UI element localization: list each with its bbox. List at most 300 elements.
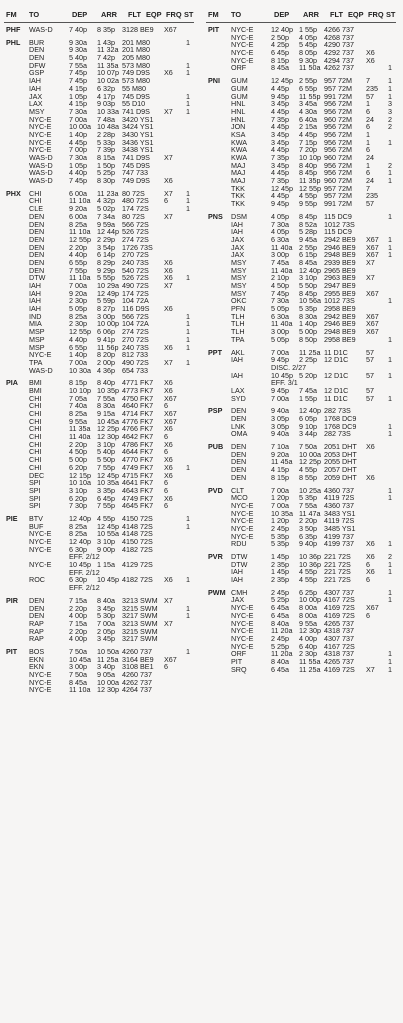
arrival-time: 4 55p — [97, 513, 115, 523]
flight-and-equipment: 957 72M — [324, 183, 352, 193]
frequency: 57 — [366, 91, 374, 101]
flight-and-equipment: 4119 72S — [324, 493, 355, 503]
destination: CHI — [29, 462, 42, 472]
frequency: X67 — [366, 288, 379, 298]
flight-and-equipment: 282 73S — [324, 406, 351, 416]
arrival-time: 9 55a — [299, 618, 317, 628]
destination: RDU — [231, 539, 247, 549]
arrival-time: 2 28p — [97, 129, 115, 139]
flight-and-equipment: 745 D9S — [122, 160, 150, 170]
table-row — [206, 372, 396, 380]
flight-and-equipment: 12 D1C — [324, 385, 349, 395]
flight-and-equipment: 3215 SWM — [122, 603, 158, 613]
departure-time: 3 45p — [271, 129, 289, 139]
table-row — [206, 576, 396, 584]
frequency: X6 — [366, 567, 375, 577]
departure-time: 10 30a — [69, 365, 91, 375]
destination: TPA — [231, 334, 245, 344]
table-row — [206, 336, 396, 344]
arrival-time: 9 05a — [97, 670, 115, 679]
departure-time: 8 15p — [271, 472, 289, 482]
departure-time: 11 40a — [271, 265, 293, 275]
frequency: X6 — [164, 265, 173, 275]
departure-time: 7 30a — [69, 106, 87, 116]
stops: 1 — [186, 603, 190, 613]
flight-and-equipment: 221 72S — [324, 575, 351, 585]
destination: KSA — [231, 129, 246, 139]
departure-time: 9 40a — [271, 429, 289, 439]
flight-and-equipment: 11 D1C — [324, 347, 348, 357]
frequency: X6 — [366, 442, 375, 452]
flight-and-equipment: 3215 SWM — [122, 626, 158, 636]
flight-and-equipment: 991 72M — [324, 91, 352, 101]
flight-and-equipment: 4264 737 — [122, 685, 152, 695]
departure-time: 9 20a — [69, 288, 87, 298]
stops: 1 — [388, 393, 392, 403]
flight-and-equipment: 3128 BE9 — [122, 25, 154, 34]
flight-and-equipment: 4265 737 — [324, 618, 354, 628]
flight-and-equipment: 115 DC9 — [324, 227, 352, 237]
arrival-time: 6 25p — [299, 587, 317, 597]
destination: NYC-E — [231, 32, 254, 42]
destination: LAX — [29, 99, 43, 109]
frequency: X6 — [164, 424, 173, 434]
departure-time: 7 30a — [271, 296, 289, 306]
arrival-time: 11 35a — [97, 60, 119, 70]
destination: ROC — [29, 575, 45, 585]
arrival-time: 7 34a — [97, 211, 115, 221]
destination: NYC-E — [29, 685, 52, 695]
origin-code: PIE — [6, 513, 18, 523]
departure-time: 3 45p — [271, 137, 289, 147]
stops: 1 — [186, 196, 190, 206]
schedule-rows-left — [4, 26, 194, 694]
frequency: 6 — [366, 168, 370, 178]
flight-and-equipment: 956 72M — [324, 168, 352, 178]
frequency: X6 — [164, 439, 173, 449]
destination: NYC-E — [231, 516, 254, 526]
destination: JAX — [231, 595, 245, 605]
destination: KWA — [231, 145, 248, 155]
stops: 1 — [186, 357, 190, 367]
frequency: X7 — [366, 257, 375, 267]
destination: MAJ — [231, 168, 246, 178]
origin-code: PIA — [6, 378, 18, 388]
flight-and-equipment: 2948 BE9 — [324, 250, 356, 260]
arrival-time: 5 35p — [299, 493, 317, 503]
destination: DEN — [231, 414, 247, 423]
stops: 1 — [186, 513, 190, 523]
flight-and-equipment: 55 M80 — [122, 83, 146, 93]
arrival-time: 7 55p — [97, 501, 115, 511]
destination: CHI — [29, 455, 42, 465]
flight-and-equipment: 4771 FK7 — [122, 378, 154, 388]
origin-code: PUB — [208, 442, 224, 452]
flight-and-equipment: 2948 BE9 — [324, 327, 356, 337]
arrival-time: 10 00a — [97, 677, 119, 687]
flight-and-equipment: 4265 737 — [324, 656, 354, 666]
departure-time: 7 00a — [271, 485, 289, 495]
destination: CMH — [231, 587, 248, 597]
flight-and-equipment: 4640 FK7 — [122, 401, 154, 411]
destination: NYC-E — [29, 544, 52, 554]
departure-time: 7 40p — [69, 25, 87, 34]
departure-time: 7 40a — [69, 401, 87, 411]
arrival-time: 11 25a — [299, 347, 321, 357]
departure-time: 10 45p — [69, 560, 91, 570]
flight-and-equipment: 4129 72S — [122, 560, 153, 570]
stops: 1 — [388, 539, 392, 549]
departure-time: 12 40p — [69, 537, 91, 546]
flight-and-equipment: 566 72S — [122, 219, 149, 229]
flight-and-equipment: 4268 737 — [324, 32, 354, 42]
flight-and-equipment: 1768 DC9 — [324, 414, 357, 423]
destination: DTW — [231, 552, 248, 561]
arrival-time: 5 20p — [299, 370, 317, 380]
frequency: 57 — [366, 199, 374, 209]
destination: IAH — [29, 296, 41, 306]
frequency: 6 — [164, 485, 168, 495]
frequency: X6 — [366, 552, 375, 561]
frequency: 57 — [366, 393, 374, 403]
departure-time: 5 40p — [69, 53, 87, 63]
departure-time: 4 40p — [69, 168, 87, 178]
stops: 1 — [186, 646, 190, 656]
destination: MSY — [231, 281, 247, 290]
departure-time: 1 40p — [69, 350, 87, 360]
arrival-time: 7 20p — [299, 145, 317, 155]
arrival-time: 12 25p — [97, 424, 119, 434]
flight-and-equipment: 4199 737 — [324, 531, 354, 541]
departure-time: 2 50p — [271, 32, 289, 42]
destination: CHI — [29, 424, 42, 434]
arrival-time: 8 15a — [97, 153, 115, 162]
arrival-time: 11 23a — [97, 188, 119, 198]
flight-and-equipment: 3217 SWM — [122, 634, 158, 644]
table-row — [206, 474, 396, 482]
destination: RAP — [29, 626, 44, 636]
arrival-time: 9 15a — [97, 409, 115, 418]
departure-time: 2 20p — [69, 242, 87, 252]
frequency: 1 — [366, 129, 370, 139]
flight-and-equipment: 240 73S — [122, 257, 149, 267]
arrival-time: 2 00p — [97, 357, 115, 367]
flight-and-equipment: 4642 FK7 — [122, 432, 154, 442]
flight-and-equipment: 4776 FK7 — [122, 416, 154, 426]
arrival-time: 5 02p — [97, 204, 115, 214]
arrival-time: 3 45p — [97, 634, 115, 644]
origin-code: PSP — [208, 406, 223, 416]
arrival-time: 10 10p — [299, 153, 321, 162]
departure-time: 5 25p — [271, 641, 289, 651]
frequency: 6 — [366, 559, 370, 569]
departure-time: 7 35p — [271, 176, 289, 186]
departure-time: 7 00a — [271, 347, 289, 357]
departure-time: 7 15a — [69, 595, 87, 605]
departure-time: 10 45a — [69, 654, 91, 664]
destination: DEN — [29, 603, 45, 613]
arrival-time: 7 42p — [97, 53, 115, 63]
stops: 1 — [388, 649, 392, 659]
departure-time: 3 00p — [69, 662, 87, 672]
departure-time: 11 10a — [69, 685, 91, 695]
header-arr: ARR — [303, 10, 320, 19]
origin-code: PIR — [6, 595, 18, 605]
destination: CHI — [29, 447, 42, 457]
destination: NYC-E — [29, 670, 52, 679]
flight-and-equipment: 2059 DHT — [324, 472, 357, 482]
destination: RAP — [29, 618, 44, 628]
arrival-time: 6 40a — [299, 114, 317, 124]
frequency: X6 — [164, 385, 173, 395]
stops: 1 — [186, 68, 190, 78]
departure-time: 9 20a — [271, 449, 289, 459]
table-row — [4, 177, 194, 185]
frequency: 24 — [366, 114, 374, 124]
frequency: X6 — [366, 472, 375, 482]
departure-time: 4 45p — [271, 145, 289, 155]
destination: SPI — [29, 485, 41, 495]
arrival-time: 8 29p — [97, 257, 115, 267]
departure-time: 7 45p — [69, 76, 87, 86]
table-row — [4, 686, 194, 694]
destination: CHI — [29, 432, 42, 442]
destination: OMA — [231, 429, 248, 439]
stops: 1 — [388, 211, 392, 221]
arrival-time: 10 07p — [97, 68, 119, 78]
departure-time: 11 10a — [69, 196, 91, 206]
destination: NYC-E — [29, 560, 52, 570]
flight-and-equipment: 3438 YS1 — [122, 145, 154, 155]
destination: DEN — [231, 457, 247, 467]
destination: IAH — [231, 575, 243, 585]
flight-and-equipment: 956 72M — [324, 145, 352, 155]
arrival-time: 8 40a — [97, 595, 115, 605]
stops: 1 — [186, 106, 190, 116]
flight-and-equipment: 4150 72S — [122, 537, 153, 546]
frequency: X67 — [366, 327, 379, 337]
departure-time: 6 20p — [69, 493, 87, 503]
arrival-time: 12 45p — [97, 470, 119, 480]
arrival-time: 10 33a — [97, 106, 119, 116]
arrival-time: 10 02a — [97, 76, 119, 86]
arrival-time: 2 15a — [299, 122, 317, 132]
destination: NYC-E — [231, 40, 254, 50]
departure-time: 10 00a — [69, 122, 91, 132]
departure-time: 5 00p — [69, 455, 87, 465]
frequency: X67 — [164, 393, 177, 403]
frequency: X7 — [164, 595, 173, 605]
destination: IAH — [29, 288, 41, 298]
departure-time: 7 10a — [271, 442, 289, 452]
destination: EKN — [29, 654, 44, 664]
departure-time: 4 00p — [69, 611, 87, 621]
destination: TLH — [231, 327, 245, 337]
flight-and-equipment: 4148 72S — [122, 529, 153, 539]
stops: 1 — [388, 656, 392, 666]
frequency: X6 — [164, 257, 173, 267]
frequency: 235 — [366, 83, 378, 93]
flight-and-equipment: 4119 72S — [324, 516, 355, 526]
stops: 1 — [186, 342, 190, 352]
departure-time: 7 35p — [271, 153, 289, 162]
stops: 1 — [388, 91, 392, 101]
arrival-time: 1 15a — [97, 560, 115, 570]
arrival-time: 12 45p — [97, 521, 119, 531]
destination: CHI — [29, 439, 42, 449]
departure-time: 4 25p — [271, 40, 289, 50]
destination: IAH — [231, 355, 243, 365]
arrival-time: 10 45p — [97, 575, 119, 585]
arrival-time: 5 25p — [97, 168, 115, 178]
departure-time: 4 45p — [271, 83, 289, 93]
arrival-time: 12 30p — [97, 685, 119, 695]
departure-time: 1 40p — [69, 129, 87, 139]
departure-time: 5 05p — [271, 334, 289, 344]
departure-time: 4 45p — [271, 122, 289, 132]
departure-time: 7 35p — [271, 114, 289, 124]
departure-time: 11 20a — [271, 649, 293, 659]
destination: IAH — [29, 281, 41, 290]
flight-and-equipment: 3217 SWM — [122, 611, 158, 621]
departure-time: 4 45p — [271, 168, 289, 178]
frequency: X67 — [366, 250, 379, 260]
arrival-time: 11 56p — [97, 342, 119, 352]
destination: IAH — [231, 567, 243, 577]
column-header — [4, 11, 194, 22]
frequency: X6 — [164, 378, 173, 388]
frequency: 6 — [164, 501, 168, 511]
frequency: X6 — [164, 273, 173, 283]
arrival-time: 8 40p — [299, 160, 317, 170]
departure-time: 11 40a — [271, 319, 293, 329]
flight-and-equipment: 2958 BE9 — [324, 334, 356, 344]
frequency: 235 — [366, 191, 378, 201]
flight-and-equipment: 526 72S — [122, 273, 149, 283]
departure-time: 9 40a — [271, 406, 289, 416]
frequency: 57 — [366, 385, 374, 395]
flight-and-equipment: 12 D1C — [324, 370, 349, 380]
flight-and-equipment: 4766 FK7 — [122, 424, 154, 434]
arrival-time: 7 00a — [97, 618, 115, 628]
destination: DEN — [231, 472, 247, 482]
departure-time: 12 55p — [69, 234, 91, 244]
flight-and-equipment: 1768 DC9 — [324, 421, 357, 431]
stops: 1 — [388, 587, 392, 597]
arrival-time: 5 33p — [97, 137, 115, 147]
arrival-time: 12 30p — [299, 626, 321, 636]
arrival-time: 11 25a — [97, 654, 119, 664]
flight-and-equipment: 490 72S — [122, 357, 149, 367]
stops: 1 — [388, 137, 392, 147]
arrival-time: 1 50p — [97, 160, 115, 170]
frequency: X67 — [164, 654, 177, 664]
flight-and-equipment: 4167 72S — [324, 595, 355, 605]
frequency: X7 — [164, 106, 173, 116]
stops: 1 — [186, 611, 190, 621]
flight-and-equipment: 4786 FK7 — [122, 439, 154, 449]
arrival-time: 4 00p — [299, 633, 317, 643]
stops: 1 — [388, 250, 392, 260]
arrival-time: 4 55p — [299, 465, 317, 475]
departure-time: 2 20p — [69, 626, 87, 636]
frequency: X67 — [164, 409, 177, 418]
arrival-time: 4 36p — [97, 365, 115, 375]
stops: 1 — [186, 60, 190, 70]
stops: 1 — [186, 91, 190, 101]
frequency: X6 — [366, 55, 375, 65]
departure-time: 11 20a — [271, 626, 293, 636]
flight-and-equipment: 957 72M — [324, 83, 352, 93]
flight-and-equipment: 2946 BE9 — [324, 242, 356, 252]
departure-time: 4 05p — [271, 211, 289, 221]
flight-and-equipment: 2965 BE9 — [324, 265, 356, 275]
arrival-time: 7 48a — [97, 114, 115, 124]
departure-time: 7 00a — [271, 393, 289, 403]
flight-and-equipment: 4182 72S — [122, 575, 153, 585]
destination: JAX — [29, 91, 43, 101]
arrival-time: 5 40p — [97, 447, 115, 457]
arrival-time: 4 55p — [299, 191, 317, 201]
departure-time: 9 20a — [69, 204, 87, 214]
frequency: 6 — [164, 447, 168, 457]
arrival-time: 3 40p — [97, 662, 115, 672]
arrival-time: 8 52a — [299, 219, 317, 229]
stops: 1 — [388, 234, 392, 244]
flight-and-equipment: 956 72M — [324, 160, 352, 170]
arrival-time: 5 50p — [97, 455, 115, 465]
arrival-time: 5 50p — [299, 281, 317, 290]
arrival-time: 8 50p — [299, 334, 317, 344]
flight-and-equipment: 960 72M — [324, 153, 352, 162]
destination: TKK — [231, 199, 245, 209]
destination: LNK — [231, 421, 245, 431]
stops: 3 — [388, 99, 392, 109]
destination: DEC — [29, 470, 45, 480]
stops: 2 — [388, 122, 392, 132]
flight-and-equipment: 2051 DHT — [324, 442, 357, 452]
header-frq: FRQ — [166, 10, 182, 19]
flight-and-equipment: 2963 BE9 — [324, 273, 356, 283]
frequency: X67 — [366, 311, 379, 321]
frequency: X6 — [164, 575, 173, 585]
flight-and-equipment: 4307 737 — [324, 633, 354, 643]
header-arr: ARR — [101, 10, 118, 19]
arrival-time: 11 55p — [299, 91, 321, 101]
flight-and-equipment: 573 M80 — [122, 76, 150, 86]
departure-time: 8 25a — [69, 521, 87, 531]
arrival-time: 6 06p — [97, 327, 115, 337]
flight-and-equipment: 4199 737 — [324, 539, 354, 549]
destination: CHI — [29, 196, 42, 206]
flight-and-equipment: 3436 YS1 — [122, 137, 154, 147]
departure-time: 12 40p — [69, 513, 91, 523]
destination: PIT — [231, 656, 243, 666]
arrival-time: 5 45p — [299, 40, 317, 50]
departure-time: 5 35p — [271, 531, 289, 541]
departure-time: 4 40p — [69, 250, 87, 260]
origin-code: PVR — [208, 552, 223, 561]
stops: 1 — [388, 76, 392, 86]
destination: MAJ — [231, 160, 246, 170]
destination: MSP — [29, 342, 45, 352]
destination: NYC-E — [231, 633, 254, 643]
departure-time: 11 40a — [271, 242, 293, 252]
departure-time: 2 35p — [271, 575, 289, 585]
flight-and-equipment: 4770 FK7 — [122, 455, 154, 465]
frequency: 6 — [366, 145, 370, 155]
stops: 1 — [186, 188, 190, 198]
